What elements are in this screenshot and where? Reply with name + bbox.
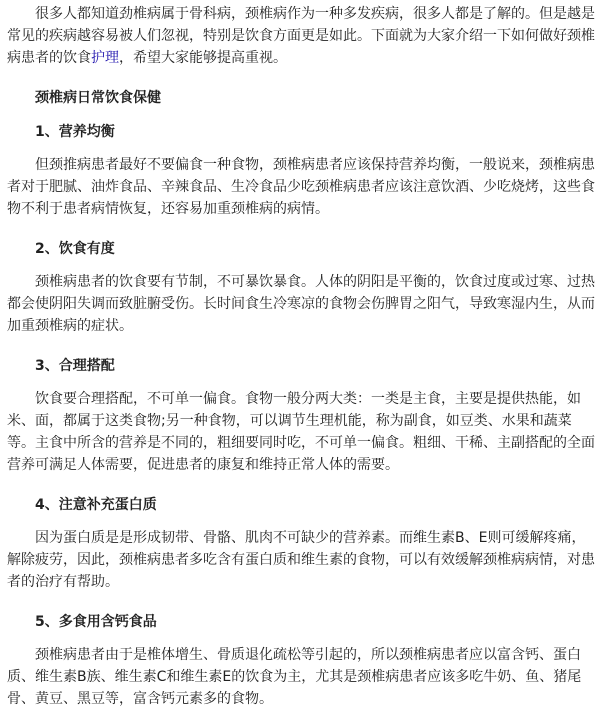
section-body-4: 因为蛋白质是是形成韧带、骨骼、肌肉不可缺少的营养素。而维生素B、E则可缓解疼痛，解除疲劳，因此，颈椎病患者多吃含有蛋白质和维生素的食物，可以有效缓解颈椎病病情，对患者的治疗有帮助。 <box>7 530 595 590</box>
intro-paragraph <box>7 3 597 69</box>
section-body-2: 颈椎病患者的饮食要有节制，不可暴饮暴食。人体的阴阳是平衡的，饮食过度或过寒、过热都会使阴阳失调而致脏腑受伤。长时间食生冷寒凉的食物会伤脾胃之阳气，导致寒湿内生，从而加重颈椎病的症状。 <box>7 274 595 334</box>
section-body-3: 饮食要合理搭配，不可单一偏食。食物一般分两大类：一类是主食，主要是提供热能，如米、面，都属于这类食物;另一种食物，可以调节生理机能，称为副食，如豆类、水果和蔬菜等。主食中所含的营养是不同的，粗细要同时吃，不可单一偏食。粗细、干稀、主副搭配的全面营养可满足人体需要，促进患者的康复和维持正常人体的需要。 <box>7 391 595 473</box>
intro-text-end: ，希望大家能够提高重视。 <box>119 50 287 66</box>
article-title: 颈椎病日常饮食保健 <box>35 90 161 106</box>
section-heading-3: 3、合理搭配 <box>35 358 115 374</box>
section-heading-2: 2、饮食有度 <box>35 241 115 257</box>
section-heading-5: 5、多食用含钙食品 <box>35 614 157 630</box>
section-heading-4: 4、注意补充蛋白质 <box>35 497 157 513</box>
section-heading-1: 1、营养均衡 <box>35 124 115 140</box>
nursing-link[interactable]: 护理 <box>91 50 119 66</box>
intro-text: 很多人都知道劲椎病属于骨科病，颈椎病作为一种多发疾病，很多人都是了解的。但是越是常见的疾病越容易被人们忽视，特别是饮食方面更是如此。下面就为大家介绍一下如何做好颈椎病患者的饮食 <box>7 6 595 66</box>
section-body-1: 但颈推病患者最好不要偏食一种食物，颈椎病患者应该保持营养均衡，一般说来，颈椎病患者对于肥腻、油炸食品、辛辣食品、生冷食品少吃颈椎病患者应该注意饮酒、少吃烧烤，这些食物不利于患者病情恢复，还容易加重颈椎病的病情。 <box>7 157 595 217</box>
section-body-5: 颈椎病患者由于是椎体增生、骨质退化疏松等引起的，所以颈椎病患者应以富含钙、蛋白质、维生素B族、维生素C和维生素E的饮食为主，尤其是颈椎病患者应该多吃牛奶、鱼、猪尾骨、黄豆、黑豆等，富含钙元素多的食物。 <box>7 647 582 707</box>
